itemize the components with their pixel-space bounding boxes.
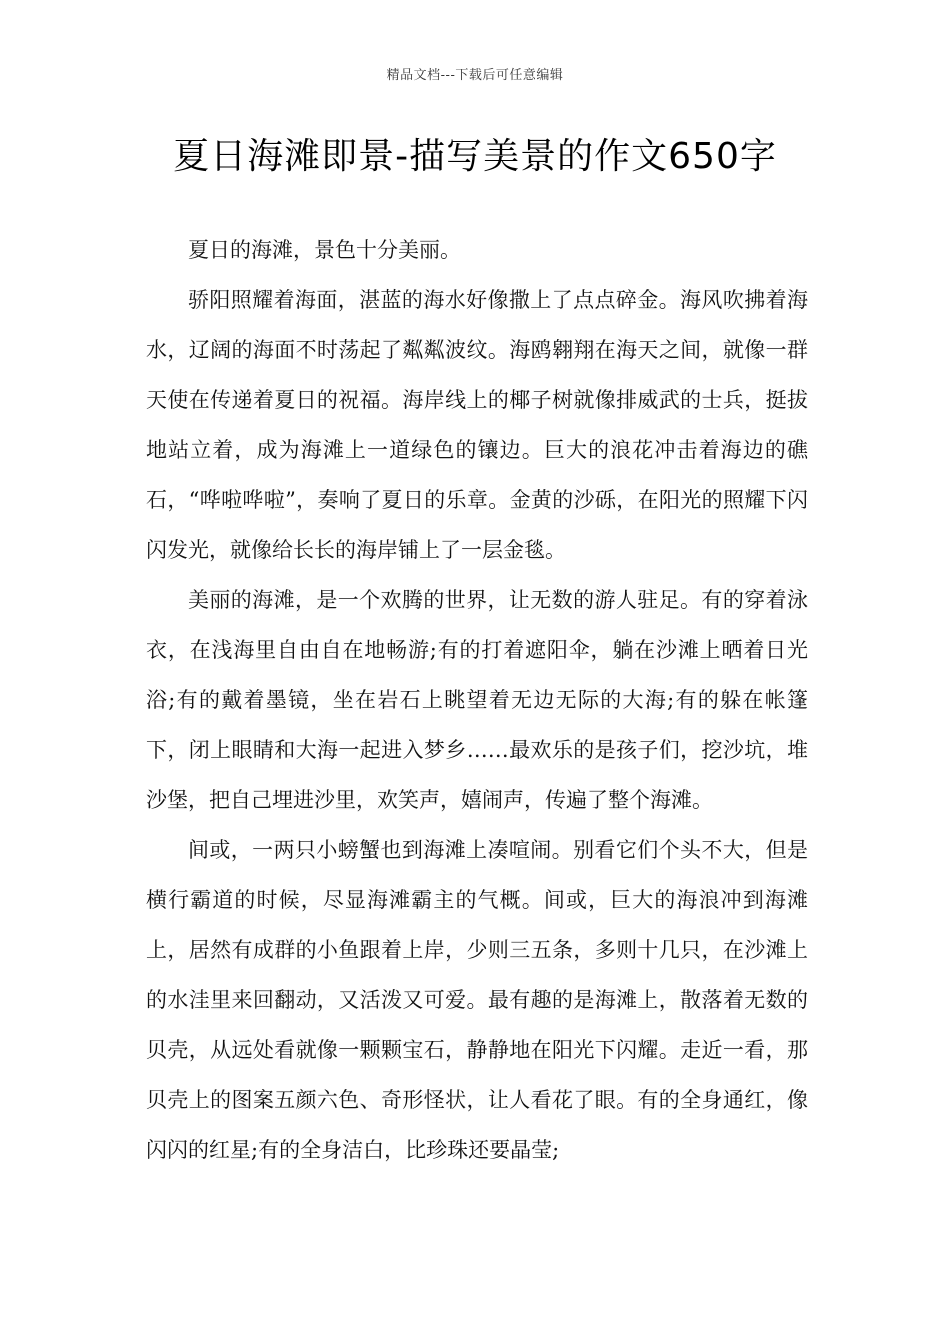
document-title: 夏日海滩即景-描写美景的作文650字 [173,136,777,177]
paragraph: 骄阳照耀着海面，湛蓝的海水好像撒上了点点碎金。海风吹拂着海水，辽阔的海面不时荡起了粼粼波纹。海鸥翱翔在海天之间，就像一群天使在传递着夏日的祝福。海岸线上的椰子树就像排威武的士兵，挺拔地站立着，成为海滩上一道绿色的镶边。巨大的浪花冲击着海边的礁石，“哗啦哗啦”，奏响了夏日的乐章。金黄的沙砾，在阳光的照耀下闪闪发光，就像给长长的海岸铺上了一层金毯。 [146,288,808,562]
page-header: 精品文档---下载后可任意编辑 [386,68,564,83]
document-body [146,225,808,1175]
paragraph: 美丽的海滩，是一个欢腾的世界，让无数的游人驻足。有的穿着泳衣，在浅海里自由自在地畅游;有的打着遮阳伞，躺在沙滩上晒着日光浴;有的戴着墨镜，坐在岩石上眺望着无边无际的大海;有的躲在帐篷下，闭上眼睛和大海一起进入梦乡……最欢乐的是孩子们，挖沙坑，堆沙堡，把自己埋进沙里，欢笑声，嬉闹声，传遍了整个海滩。 [146,588,808,812]
paragraph: 夏日的海滩，景色十分美丽。 [188,238,461,262]
paragraph: 间或，一两只小螃蟹也到海滩上凑喧闹。别看它们个头不大，但是横行霸道的时候，尽显海滩霸主的气概。间或，巨大的海浪冲到海滩上，居然有成群的小鱼跟着上岸，少则三五条，多则十几只，在沙滩上的水洼里来回翻动，又活泼又可爱。最有趣的是海滩上，散落着无数的贝壳，从远处看就像一颗颗宝石，静静地在阳光下闪耀。走近一看，那贝壳上的图案五颜六色、奇形怪状，让人看花了眼。有的全身通红，像闪闪的红星;有的全身洁白，比珍珠还要晶莹; [146,838,808,1162]
